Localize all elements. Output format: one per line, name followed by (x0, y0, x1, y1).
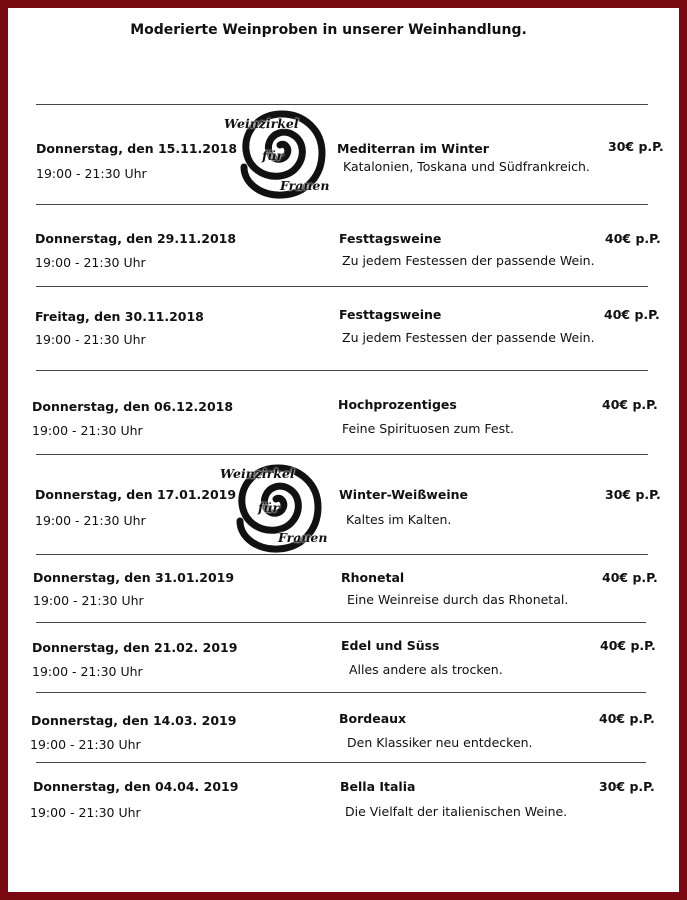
event-description: Katalonien, Toskana und Südfrankreich. (343, 159, 590, 174)
event-description: Zu jedem Festessen der passende Wein. (342, 253, 595, 268)
event-date: Donnerstag, den 06.12.2018 (32, 399, 234, 414)
event-date: Donnerstag, den 04.04. 2019 (33, 779, 239, 794)
event-price: 40€ p.P. (602, 397, 658, 412)
event-title: Winter-Weißweine (339, 487, 468, 502)
event-time: 19:00 - 21:30 Uhr (35, 332, 146, 347)
logo-text-line3: Frauen (280, 178, 330, 193)
event-title: Festtagsweine (339, 307, 442, 322)
divider (36, 692, 646, 693)
event-time: 19:00 - 21:30 Uhr (35, 513, 146, 528)
event-date: Donnerstag, den 14.03. 2019 (31, 713, 237, 728)
event-price: 40€ p.P. (604, 307, 660, 322)
divider (36, 554, 648, 555)
event-date: Freitag, den 30.11.2018 (35, 309, 204, 324)
event-time: 19:00 - 21:30 Uhr (32, 423, 143, 438)
event-time: 19:00 - 21:30 Uhr (36, 166, 147, 181)
program-page (8, 8, 679, 892)
event-time: 19:00 - 21:30 Uhr (35, 255, 146, 270)
event-price: 30€ p.P. (608, 139, 664, 154)
logo-text-line2: für (258, 500, 280, 515)
event-time: 19:00 - 21:30 Uhr (30, 737, 141, 752)
event-title: Edel und Süss (341, 638, 440, 653)
event-date: Donnerstag, den 31.01.2019 (33, 570, 235, 585)
divider (36, 104, 648, 105)
event-title: Bordeaux (339, 711, 407, 726)
event-description: Alles andere als trocken. (349, 662, 503, 677)
event-description: Den Klassiker neu entdecken. (347, 735, 533, 750)
event-price: 30€ p.P. (605, 487, 661, 502)
event-date: Donnerstag, den 15.11.2018 (36, 141, 238, 156)
event-price: 40€ p.P. (605, 231, 661, 246)
event-description: Eine Weinreise durch das Rhonetal. (347, 592, 569, 607)
event-description: Feine Spirituosen zum Fest. (342, 421, 514, 436)
event-title: Rhonetal (341, 570, 405, 585)
event-date: Donnerstag, den 21.02. 2019 (32, 640, 238, 655)
event-time: 19:00 - 21:30 Uhr (33, 593, 144, 608)
divider (36, 204, 648, 205)
event-title: Mediterran im Winter (337, 141, 489, 156)
logo-text-line3: Frauen (278, 530, 328, 545)
divider (36, 286, 648, 287)
logo-text-line1: Weinzirkel (224, 116, 299, 131)
divider (36, 370, 648, 371)
event-title: Bella Italia (340, 779, 416, 794)
event-date: Donnerstag, den 29.11.2018 (35, 231, 237, 246)
logo-text-line1: Weinzirkel (220, 466, 295, 481)
event-time: 19:00 - 21:30 Uhr (32, 664, 143, 679)
logo-text-line2: für (262, 148, 284, 163)
weinzirkel-logo (220, 460, 328, 556)
event-title: Festtagsweine (339, 231, 442, 246)
divider (36, 454, 648, 455)
event-description: Zu jedem Festessen der passende Wein. (342, 330, 595, 345)
divider (36, 622, 646, 623)
divider (36, 762, 646, 763)
event-price: 40€ p.P. (602, 570, 658, 585)
event-price: 30€ p.P. (599, 779, 655, 794)
event-title: Hochprozentiges (338, 397, 457, 412)
event-price: 40€ p.P. (600, 638, 656, 653)
event-description: Die Vielfalt der italienischen Weine. (345, 804, 568, 819)
event-date: Donnerstag, den 17.01.2019 (35, 487, 237, 502)
event-price: 40€ p.P. (599, 711, 655, 726)
event-time: 19:00 - 21:30 Uhr (30, 805, 141, 820)
page-title: Moderierte Weinproben in unserer Weinhandlung. (130, 22, 527, 38)
event-description: Kaltes im Kalten. (346, 512, 452, 527)
weinzirkel-logo (224, 106, 328, 202)
